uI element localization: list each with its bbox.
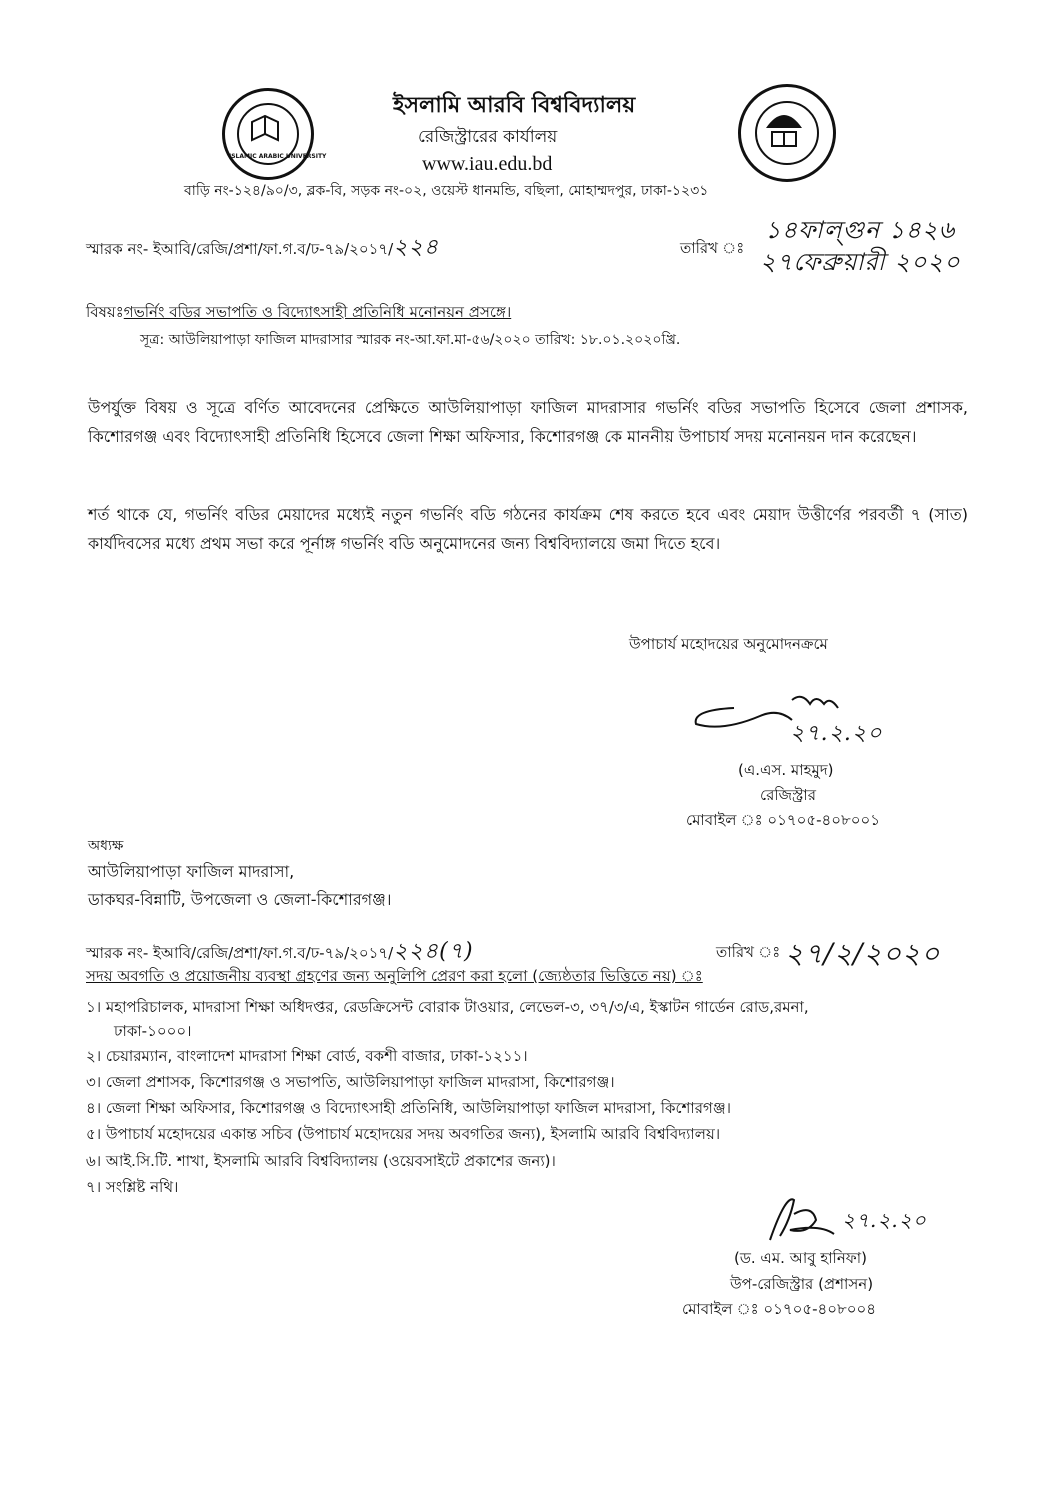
body-paragraph-2: শর্ত থাকে যে, গভর্নিং বডির মেয়াদের মধ্যেই নতুন গভর্নিং বডি গঠনের কার্যক্রম শেষ করতে হবে এবং মেয়াদ উত্তীর্ণের পরবর্তী ৭ (সাত) কার্যদিবসের মধ্যে প্রথম সভা করে পূর্নাঙ্গ গভর্নিং বডি অনুমোদনের জন্য বিশ্ববিদ্যালয়ে জমা দিতে হবে।	[88, 505, 968, 553]
registrar-sign-date: ২৭.২.২০	[790, 721, 883, 746]
deputy-registrar-designation: উপ-রেজিস্ট্রার (প্রশাসন)	[730, 1275, 874, 1293]
deputy-registrar-mobile: মোবাইল ঃ ০১৭০৫-৪০৮০০৪	[682, 1300, 877, 1318]
registrar-name: (এ.এস. মাহমুদ)	[738, 761, 834, 779]
university-logo	[222, 88, 327, 180]
source-reference: সূত্র: আউলিয়াপাড়া ফাজিল মাদরাসার স্মারক নং-আ.ফা.মা-৫৬/২০২০ তারিখ: ১৮.০১.২০২০খ্রি.	[140, 332, 681, 348]
memo-date-label: তারিখ ঃ	[680, 239, 745, 257]
copy-list-item: ৫। উপাচার্য মহোদয়ের একান্ত সচিব (উপাচার্য মহোদয়ের সদয় অবগতির জন্য), ইসলামি আরবি বিশ্ববিদ্যালয়।	[86, 1125, 721, 1143]
subject-text: গভর্নিং বডির সভাপতি ও বিদ্যোৎসাহী প্রতিনিধি মনোনয়ন প্রসঙ্গে।	[123, 303, 512, 321]
address: বাড়ি নং-১২৪/৯০/৩, ব্লক-বি, সড়ক নং-০২, ওয়েস্ট ধানমন্ডি, বছিলা, মোহাম্মদপুর, ঢাকা-১২৩১	[184, 183, 709, 199]
recipient-line-1: আউলিয়াপাড়া ফাজিল মাদরাসা,	[88, 862, 295, 881]
memo-ref-number: ২২৪	[393, 235, 440, 260]
subject-line: বিষয়ঃগভর্নিং বডির সভাপতি ও বিদ্যোৎসাহী প্রতিনিধি মনোনয়ন প্রসঙ্গে।	[86, 303, 512, 321]
copy-list-item: ৭। সংশ্লিষ্ট নথি।	[86, 1178, 179, 1196]
copy-list-item: ৪। জেলা শিক্ষা অফিসার, কিশোরগঞ্জ ও বিদ্যোৎসাহী প্রতিনিধি, আউলিয়াপাড়া ফাজিল মাদরাসা, কিশোরগঞ্জ।	[86, 1099, 732, 1117]
copy-memo-date: ২৭/২/২০২০	[785, 937, 941, 970]
website-link[interactable]: www.iau.edu.bd	[422, 153, 553, 175]
deputy-registrar-sign-date: ২৭.২.২০	[842, 1208, 927, 1232]
copy-list-item: ৬। আই.সি.টি. শাখা, ইসলামি আরবি বিশ্ববিদ্যালয় (ওয়েবসাইটে প্রকাশের জন্য)।	[86, 1152, 556, 1170]
copy-memo-heading: সদয় অবগতি ও প্রয়োজনীয় ব্যবস্থা গ্রহণের জন্য অনুলিপি প্রেরণ করা হলো (জ্যেষ্ঠতার ভিত্তিতে নয়) ঃ	[86, 967, 703, 985]
logo-text: ISLAMIC ARABIC UNIVERSITY	[229, 153, 327, 160]
copy-memo-ref-number: ২২৪(৭)	[393, 939, 474, 964]
copy-memo-date-label: তারিখ ঃ	[716, 943, 781, 961]
memo-date-bangla: ১৪ফাল্গুন ১৪২৬	[765, 216, 956, 244]
recipient-line-2: ডাকঘর-বিন্নাটি, উপজেলা ও জেলা-কিশোরগঞ্জ।	[88, 890, 392, 909]
university-name: ইসলামি আরবি বিশ্ববিদ্যালয়	[393, 93, 636, 118]
copy-list-item: ২। চেয়ারম্যান, বাংলাদেশ মাদরাসা শিক্ষা বোর্ড, বকশী বাজার, ঢাকা-১২১১।	[86, 1047, 528, 1065]
deputy-registrar-name: (ড. এম. আবু হানিফা)	[734, 1249, 867, 1267]
office-name: রেজিস্ট্রারের কার্যালয়	[418, 127, 558, 147]
recipient-title: অধ্যক্ষ	[88, 838, 124, 854]
body-paragraph-1: উপর্যুক্ত বিষয় ও সূত্রে বর্ণিত আবেদনের প্রেক্ষিতে আউলিয়াপাড়া ফাজিল মাদরাসার গভর্নিং বডির সভাপতি হিসেবে জেলা প্রশাসক, কিশোরগঞ্জ এবং বিদ্যোৎসাহী প্রতিনিধি হিসেবে জেলা শিক্ষা অফিসার, কিশোরগঞ্জ কে মাননীয় উপাচার্য সদয় মনোনয়ন দান করেছেন।	[88, 398, 968, 446]
secondary-seal	[738, 84, 836, 182]
copy-memo-ref: স্মারক নং- ইআবি/রেজি/প্রশা/ফা.গ.ব/ঢ-৭৯/২০১৭/২২৪(৭)	[86, 939, 474, 964]
copy-list-item: ঢাকা-১০০০।	[114, 1022, 192, 1040]
registrar-mobile: মোবাইল ঃ ০১৭০৫-৪০৮০০১	[686, 811, 881, 829]
registrar-designation: রেজিস্ট্রার	[760, 786, 817, 804]
memo-date-gregorian: ২৭ফেব্রুয়ারী ২০২০	[760, 248, 961, 276]
book-emblem-icon	[222, 88, 327, 174]
approval-note: উপাচার্য মহোদয়ের অনুমোদনক্রমে	[629, 635, 828, 653]
copy-list-item: ৩। জেলা প্রশাসক, কিশোরগঞ্জ ও সভাপতি, আউলিয়াপাড়া ফাজিল মাদরাসা, কিশোরগঞ্জ।	[86, 1073, 615, 1091]
tree-book-icon	[738, 84, 830, 176]
copy-list-item: ১। মহাপরিচালক, মাদরাসা শিক্ষা অধিদপ্তর, রেডক্রিসেন্ট বোরাক টাওয়ার, লেভেল-৩, ৩৭/৩/এ, ইস্কাটন গার্ডেন রোড,রমনা,	[86, 998, 809, 1016]
memo-ref: স্মারক নং- ইআবি/রেজি/প্রশা/ফা.গ.ব/ঢ-৭৯/২০১৭/২২৪	[86, 235, 440, 260]
